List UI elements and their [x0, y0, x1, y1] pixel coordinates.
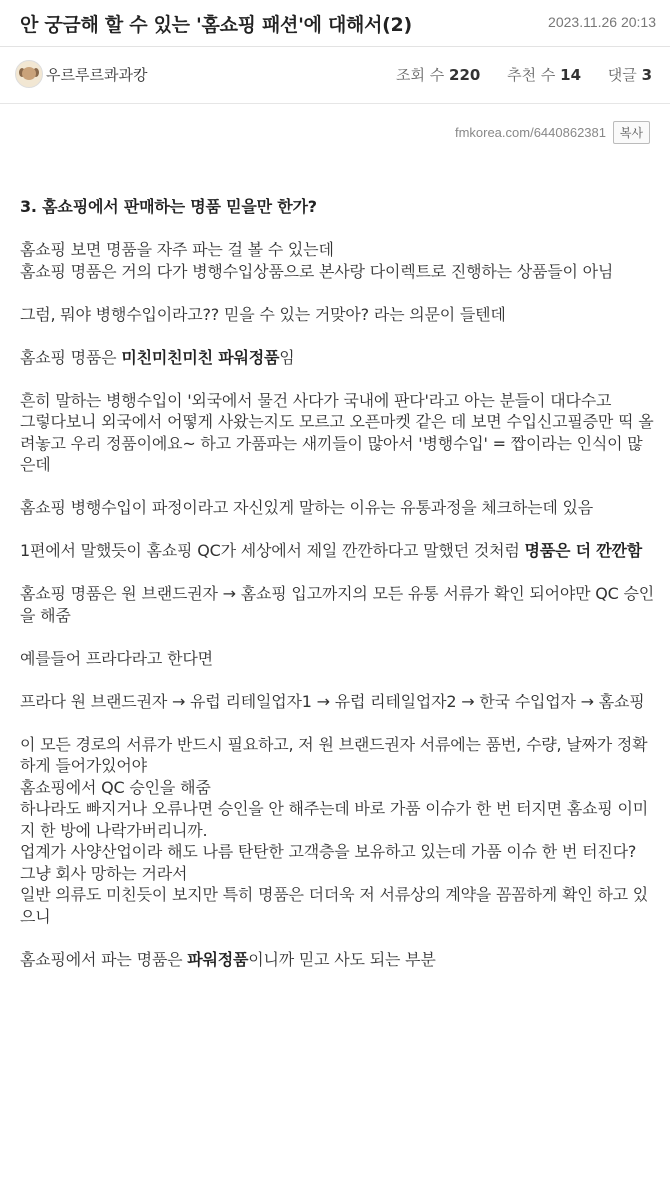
paragraph: 홈쇼핑 명품은 원 브랜드권자 → 홈쇼핑 입고까지의 모든 유통 서류가 확인 되어야만 QC 승인을 해줌: [20, 584, 655, 625]
paragraph-text: 홈쇼핑에서 파는 명품은: [20, 949, 188, 969]
recommends-label: 추천 수: [507, 66, 556, 84]
post-meta: [0, 47, 670, 104]
post-content: [20, 196, 656, 992]
paragraph: [20, 239, 656, 282]
paragraph-line: 홈쇼핑 명품은 거의 다가 병행수입상품으로 본사랑 다이렉트로 진행하는 상품들이 아님: [20, 261, 614, 281]
paragraph-text: 이니까 믿고 사도 되는 부분: [248, 949, 436, 969]
paragraph-line: 홈쇼핑 보면 명품을 자주 파는 걸 볼 수 있는데: [20, 240, 334, 259]
paragraph-line: 하나라도 빠지거나 오류나면 승인을 안 해주는데 바로 가품 이슈가 한 번 터지면 홈쇼핑 이미지 한 방에 나락가버리니까.: [20, 799, 648, 840]
paragraph-line: 업계가 사양산업이라 해도 나름 탄탄한 고객층을 보유하고 있는데 가품 이슈 한 번 터진다? 그냥 회사 망하는 거라서: [20, 842, 637, 883]
post-date: 2023.11.26 20:13: [548, 14, 656, 30]
paragraph: 그럼, 뭐야 병행수입이라고?? 믿을 수 있는 거맞아? 라는 의문이 들텐데: [20, 304, 506, 324]
section-heading-text: 3. 홈쇼핑에서 판매하는 명품 믿을만 한가?: [20, 197, 317, 216]
paragraph: [20, 949, 656, 971]
recommends-stat: [507, 66, 581, 84]
paragraph-line: 일반 의류도 미친듯이 보지만 특히 명품은 더더욱 저 서류상의 계약을 꼼꼼하게 확인 하고 있으니: [20, 885, 648, 926]
comments-label: 댓글: [607, 66, 637, 84]
comments-stat[interactable]: [608, 66, 652, 84]
paragraph: [20, 347, 656, 369]
paragraph-line: 홈쇼핑에서 QC 승인을 해줌: [20, 777, 211, 797]
views-count: 220: [449, 66, 481, 84]
emphasis-text: 명품은 더 깐깐함: [524, 541, 643, 560]
paragraph-text: 임: [279, 347, 295, 367]
paragraph: [20, 734, 656, 928]
emphasis-text: 미친미친미친 파워정품: [121, 347, 280, 367]
post-title: 안 궁금해 할 수 있는 '홈쇼핑 패션'에 대해서(2): [20, 14, 412, 36]
post-url[interactable]: fmkorea.com/6440862381: [454, 125, 606, 140]
comments-count: 3: [641, 66, 652, 84]
section-heading: [20, 196, 656, 218]
paragraph-text: 1편에서 말했듯이 홈쇼핑 QC가 세상에서 제일 깐깐하다고 말했던 것처럼: [20, 541, 525, 560]
paragraph: 홈쇼핑 병행수입이 파정이라고 자신있게 말하는 이유는 유통과정을 체크하는데 있음: [20, 498, 594, 517]
paragraph: [20, 540, 656, 562]
paragraph-line: 흔히 말하는 병행수입이 '외국에서 물건 사다가 국내에 판다'라고 아는 분들이 대다수고: [20, 390, 612, 410]
url-row: [0, 104, 670, 154]
post-header: [0, 0, 670, 47]
recommends-count: 14: [560, 66, 582, 84]
copy-url-button[interactable]: 복사: [613, 121, 650, 144]
paragraph: [20, 390, 656, 476]
author-avatar-icon[interactable]: [15, 60, 43, 88]
author-name[interactable]: 우르루르콰과캉: [46, 66, 148, 84]
paragraph: 프라다 원 브랜드권자 → 유럽 리테일업자1 → 유럽 리테일업자2 → 한국 수입업자 → 홈쇼핑: [20, 691, 645, 711]
emphasis-text: 파워정품: [187, 949, 249, 969]
paragraph-text: 홈쇼핑 명품은: [20, 347, 122, 367]
paragraph-line: 이 모든 경로의 서류가 반드시 필요하고, 저 원 브랜드권자 서류에는 품번, 수량, 날짜가 정확하게 들어가있어야: [20, 734, 648, 775]
post-stats: [374, 64, 652, 85]
views-stat: [396, 66, 480, 84]
paragraph: 예를들어 프라다라고 한다면: [20, 648, 213, 668]
views-label: 조회 수: [395, 66, 445, 84]
paragraph-line: 그렇다보니 외국에서 어떻게 사왔는지도 모르고 오픈마켓 같은 데 보면 수입신고필증만 띡 올려놓고 우리 정품이에요~ 하고 가품파는 새끼들이 많아서 '병행수입' = 짭이라는 인식이 많은데: [20, 412, 654, 474]
